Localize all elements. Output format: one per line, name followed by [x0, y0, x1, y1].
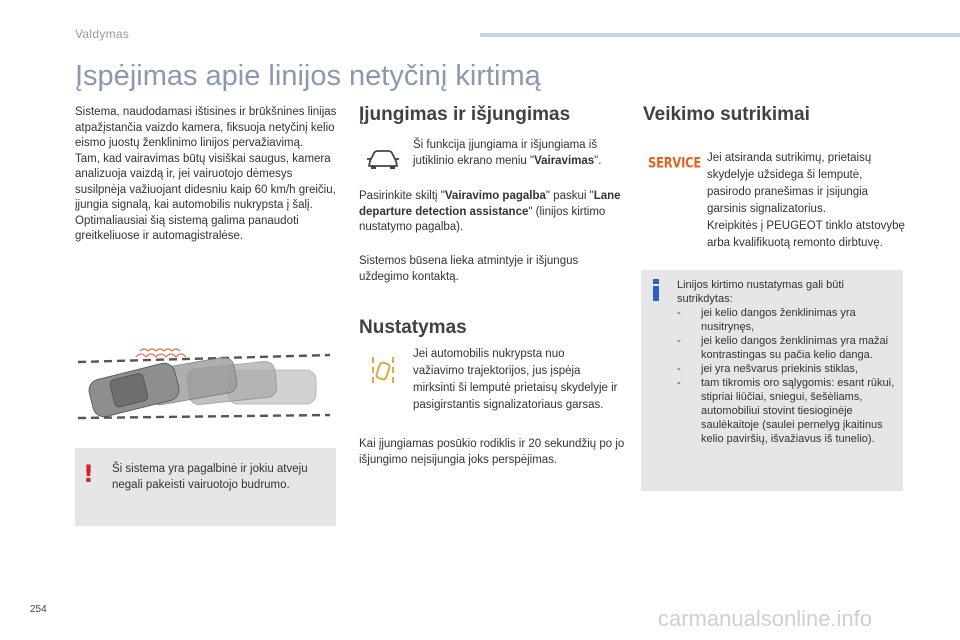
- select-text-post: " (linijos kirtimo nustatymo pagalba).: [359, 205, 606, 233]
- info-icon: [651, 279, 661, 299]
- watermark: carmanualsonline.info: [658, 606, 873, 631]
- select-text: [359, 189, 629, 236]
- list-item: - jei kelio dangos ženklinimas yra mažai kontrastingas su pačia kelio danga.: [677, 335, 889, 361]
- heading-malfunction: Veikimo sutrikimai: [643, 104, 810, 125]
- service-warning-icon: SERVICE: [648, 154, 702, 171]
- detection-text: Jei automobilis nukrypsta nuo važiavimo trajektorijos, jus įspėja mirksinti ši lemputė prietaisų skydelyje ir pasigirstantis signalizatoriaus garsas.: [413, 348, 618, 411]
- page-number: 254: [30, 604, 47, 615]
- info-list: [677, 306, 899, 446]
- section-label: Valdymas: [75, 27, 130, 41]
- heading-switching: Įjungimas ir išjungimas: [359, 104, 571, 125]
- indicator-text: Kai įjungiamas posūkio rodiklis ir 20 sekundžių po jo išjungimo neįsijungia joks perspėjimas.: [359, 438, 625, 466]
- select-text-pre: Pasirinkite skiltį ": [359, 190, 445, 202]
- switching-text-pre: Ši funkcija įjungiama ir išjungiama iš jutiklinio ekrano meniu ": [413, 139, 598, 167]
- tab-name: Vairavimo pagalba: [444, 190, 546, 202]
- car-main: [87, 361, 182, 419]
- lane-departure-warning-icon: [371, 355, 395, 387]
- memory-text: Sistemos būsena lieka atmintyje ir išjungus uždegimo kontaktą.: [359, 255, 579, 283]
- item-name: Lane departure detection assistance: [359, 190, 621, 218]
- list-item: - tam tikromis oro sąlygomis: esant rūkui, stipriai liūčiai, sniegui, šešėliams, automobiliui stovint tiesioginėje saulėkaitoje (saulei pernelyg įkaitinus kelio paviršių, išvažiavus iš tunelio).: [677, 377, 895, 445]
- intro-text: Sistema, naudodamasi ištisines ir brūkšnines linijas atpažįstančia vaizdo kamera, fiksuoja netyčinį kelio eismo juostų ženklinimo linijos pervažiavimą. Tam, kad vairavimas būtų visiškai saugus, kamera analizuoja vaizdą ir, jei vairuotojo dėmesys susilpnėja važiuojant didesniu kaip 60 km/h greičiu, įjungia signalą, kai automobilis nukrypsta į šalį. Optimaliausiai šią sistemą galima panaudoti greitkeliuose ir automagistralėse.: [75, 106, 337, 242]
- header-bar: [480, 33, 960, 37]
- info-intro: Linijos kirtimo nustatymas gali būti sutrikdytas:: [677, 279, 844, 305]
- warning-box: [75, 448, 336, 526]
- menu-name: Vairavimas: [534, 154, 595, 167]
- warning-icon: !: [83, 460, 94, 488]
- info-content: [677, 278, 899, 446]
- alert-waves: [136, 349, 186, 357]
- select-text-mid: " paskui ": [545, 190, 594, 202]
- lane-departure-illustration: [78, 345, 330, 423]
- page-title: Įspėjimas apie linijos netyčinį kirtimą: [75, 60, 541, 92]
- malfunction-text: Jei atsiranda sutrikimų, prietaisų skydelyje užsidega ši lemputė, pasirodo pranešimas ir įsijungia garsinis signalizatorius. Kreipkitės į PEUGEOT tinklo atstovybę arba kvalifikuotą remonto dirbtuvę.: [707, 152, 905, 249]
- car-icon: [366, 148, 400, 170]
- intro-section: [75, 105, 337, 245]
- info-box: [641, 270, 903, 491]
- list-item: - jei kelio dangos ženklinimas yra nusitrynęs,: [677, 307, 856, 333]
- warning-text: Ši sistema yra pagalbinė ir jokiu atveju negali pakeisti vairuotojo budrumo.: [112, 463, 308, 491]
- switching-text-post: ".: [594, 154, 602, 167]
- lane-marking-bottom: [78, 415, 330, 418]
- heading-detection: Nustatymas: [359, 317, 467, 338]
- list-item: - jei yra nešvarus priekinis stiklas,: [677, 363, 859, 375]
- switching-text: [413, 138, 628, 169]
